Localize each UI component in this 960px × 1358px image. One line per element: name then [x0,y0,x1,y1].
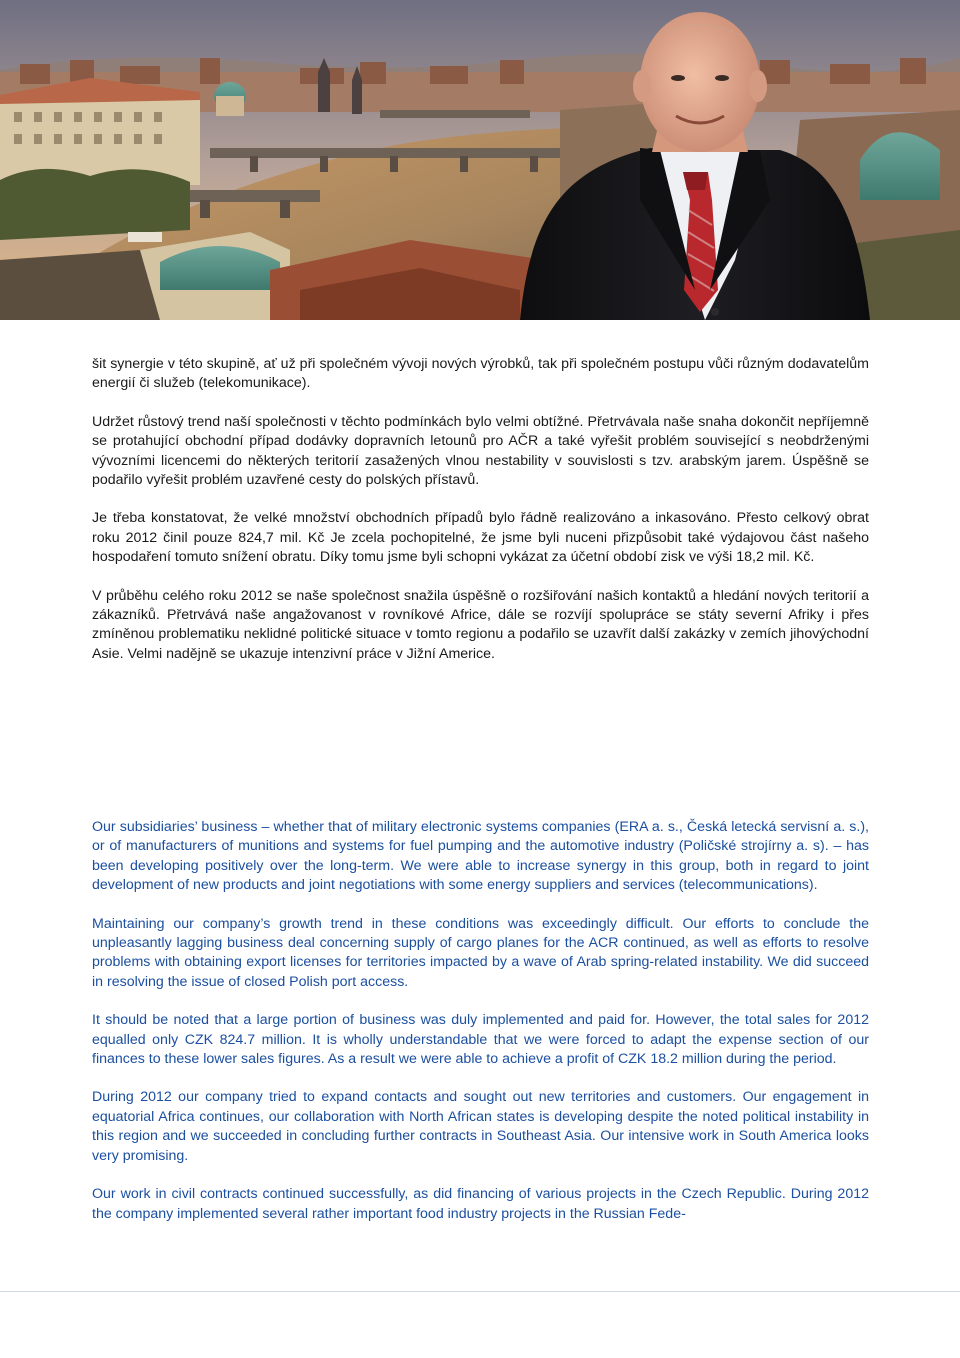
czech-paragraph-2: Udržet růstový trend naší společnosti v těchto podmínkách bylo velmi obtížné. Přetrvávala naše snaha dokončit nepříjemně se protahující obchodní případ dodávky dopravních letounů pro AČR a také vyřešit problém související s neobdrženými vývozními licencemi do některých teritorií zasažených vlnou nestability v souvislosti s tzv. arabským jarem. Úspěšně se podařilo vyřešit problém uzavřené cesty do polských přístavů. [92,413,869,489]
english-paragraph-5: Our work in civil contracts continued successfully, as did financing of various projects in the Czech Republic. During 2012 the company implemented several rather important food industry projects in the Russian Fede- [92,1186,869,1222]
footer-divider [0,1291,960,1292]
czech-paragraph-4: V průběhu celého roku 2012 se naše společnost snažila úspěšně o rozšiřování našich kontaktů a hledání nových teritorií a zákazníků. Přetrvává naše angažovanost v rovníkové Africe, dále se rozvíjí spolupráce se státy severní Afriky i přes zmíněnou problematiku neklidné politické situace v tomto regionu a podařilo se uzavřít další zakázky v zemích jihovýchodní Asie. Velmi nadějně se ukazuje intenzivní práce v Jižní Americe. [92,587,869,662]
hero-photo [0,0,960,320]
czech-text [92,355,869,683]
czech-paragraph-3: Je třeba konstatovat, že velké množství obchodních případů bylo řádně realizováno a inkasováno. Přesto celkový obrat roku 2012 činil pouze 824,7 mil. Kč Je zcela pochopitelné, že jsme byli nuceni přizpůsobit také výdajovou část našeho hospodaření tomuto snížení obratu. Díky tomu jsme byli schopni vykázat za účetní období zisk ve výši 18,2 mil. Kč. [92,510,869,566]
english-paragraph-4: During 2012 our company tried to expand contacts and sought out new territories and customers. Our engagement in equatorial Africa continues, our collaboration with North African states is developing despite the noted political instability in this region and we succeeded in concluding further contracts in Southeast Asia. Our intensive work in South America looks very promising. [92,1089,869,1164]
english-paragraph-1: Our subsidiaries’ business – whether that of military electronic systems companies (ERA a. s., Česká letecká servisní a. s.), or of manufacturers of munitions and systems for fuel pumping and the automotive industry (Poličské strojírny a. s). – has been developing positively over the long-term. We were able to increase synergy in this group, both in regard to joint development of new products and joint negotiations with some energy suppliers and services (telecommunications). [92,819,869,894]
english-paragraph-2: Maintaining our company’s growth trend in these conditions was exceedingly difficult. Our efforts to conclude the unpleasantly lagging business deal concerning supply of cargo planes for the ACR continued, as well as efforts to resolve problems with obtaining export licenses for territories impacted by a wave of Arab spring-related instability. We did succeed in resolving the issue of closed Polish port access. [92,915,869,990]
czech-paragraph-1: šit synergie v této skupině, ať už při společném vývoji nových výrobků, tak při společném postupu vůči různým dodavatelům energií či služeb (telekomunikace). [92,356,869,392]
english-text [92,818,869,1243]
prague-river-bridges-photo [0,0,960,320]
english-paragraph-3: It should be noted that a large portion of business was duly implemented and paid for. However, the total sales for 2012 equalled only CZK 824.7 million. It is wholly understandable that we were forced to adapt the expense section of our finances to these lower sales figures. As a result we were able to achieve a profit of CZK 18.2 million during the period. [92,1012,869,1068]
